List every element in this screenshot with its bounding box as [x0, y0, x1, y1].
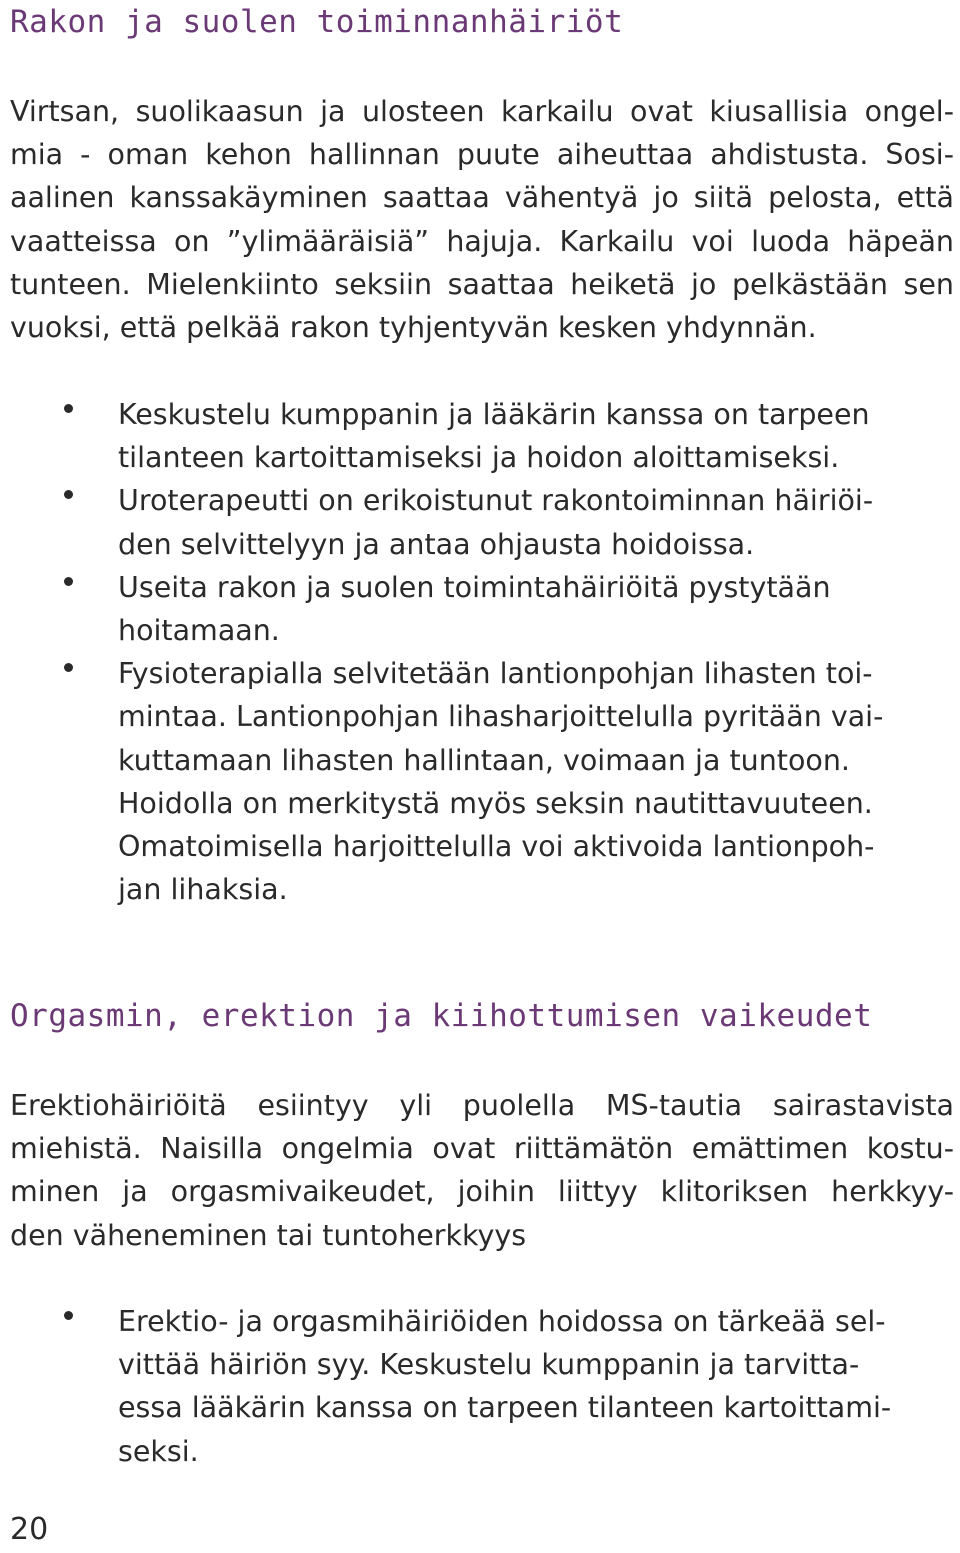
paragraph-line: vaatteissa on ”ylimääräisiä” hajuja. Karkailu voi luoda häpeän [10, 224, 954, 258]
paragraph-line: Erektiohäiriöitä esiintyy yli puolella MS-tautia sairastavista [10, 1089, 954, 1122]
bullet-line: jan lihaksia. [118, 873, 288, 907]
bullet-line: seksi. [118, 1434, 199, 1468]
bullet-line: Fysioterapialla selvitetään lantionpohjan lihasten toi- [118, 657, 873, 691]
bullet-line: tilanteen kartoittamiseksi ja hoidon aloittamiseksi. [118, 441, 840, 475]
paragraph-line: den väheneminen tai tuntoherkkyys [10, 1218, 527, 1252]
bullet-list-sexual-function [0, 1300, 891, 1473]
intro-paragraph-bladder-bowel [10, 90, 954, 349]
bullet-line: den selvittelyyn ja antaa ohjausta hoidoissa. [118, 527, 755, 561]
bullet-item [0, 652, 883, 911]
bullet-line: essa lääkärin kanssa on tarpeen tilanteen kartoittami- [118, 1391, 892, 1425]
intro-paragraph-sexual-function [10, 1084, 954, 1257]
paragraph-line: Virtsan, suolikaasun ja ulosteen karkailu ovat kiusallisia ongel- [10, 95, 954, 128]
paragraph-line: minen ja orgasmivaikeudet, joihin liittyy klitoriksen herkkyy- [10, 1175, 954, 1209]
section-heading-sexual-function: Orgasmin, erektion ja kiihottumisen vaikeudet [10, 998, 873, 1034]
bullet-line: Useita rakon ja suolen toimintahäiriöitä pystytään [118, 570, 831, 604]
bullet-line: vittää häiriön syy. Keskustelu kumppanin ja tarvitta- [118, 1348, 860, 1382]
bullet-item [0, 393, 883, 479]
paragraph-line: miehistä. Naisilla ongelmia ovat riittämätön emättimen kostu- [10, 1132, 954, 1166]
bullet-line: Uroterapeutti on erikoistunut rakontoiminnan häiriöi- [118, 484, 874, 518]
bullet-dot-icon [64, 663, 73, 672]
paragraph-line: tunteen. Mielenkiinto seksiin saattaa heiketä jo pelkästään sen [10, 267, 954, 301]
bullet-dot-icon [64, 577, 73, 586]
bullet-dot-icon [64, 404, 73, 413]
bullet-line: hoitamaan. [118, 614, 280, 648]
bullet-line: mintaa. Lantionpohjan lihasharjoittelulla pyritään vai- [118, 700, 884, 734]
paragraph-line: mia - oman kehon hallinnan puute aiheuttaa ahdistusta. Sosi- [10, 138, 954, 172]
page-number: 20 [10, 1512, 49, 1547]
paragraph-line: aalinen kanssakäyminen saattaa vähentyä jo siitä pelosta, että [10, 181, 954, 215]
bullet-line: kuttamaan lihasten hallintaan, voimaan ja tuntoon. [118, 743, 850, 777]
bullet-line: Keskustelu kumppanin ja lääkärin kanssa on tarpeen [118, 398, 870, 431]
bullet-item [0, 479, 883, 565]
section-heading-bladder-bowel: Rakon ja suolen toiminnanhäiriöt [10, 4, 624, 40]
bullet-line: Hoidolla on merkitystä myös seksin nautittavuuteen. [118, 786, 873, 820]
bullet-line: Erektio- ja orgasmihäiriöiden hoidossa on tärkeää sel- [118, 1305, 886, 1338]
paragraph-line: vuoksi, että pelkää rakon tyhjentyvän kesken yhdynnän. [10, 311, 817, 345]
bullet-item [0, 566, 883, 652]
bullet-dot-icon [64, 1311, 73, 1320]
bullet-list-bladder-bowel [0, 393, 883, 911]
bullet-dot-icon [64, 490, 73, 499]
bullet-line: Omatoimisella harjoittelulla voi aktivoida lantionpoh- [118, 830, 875, 864]
bullet-item [0, 1300, 891, 1473]
